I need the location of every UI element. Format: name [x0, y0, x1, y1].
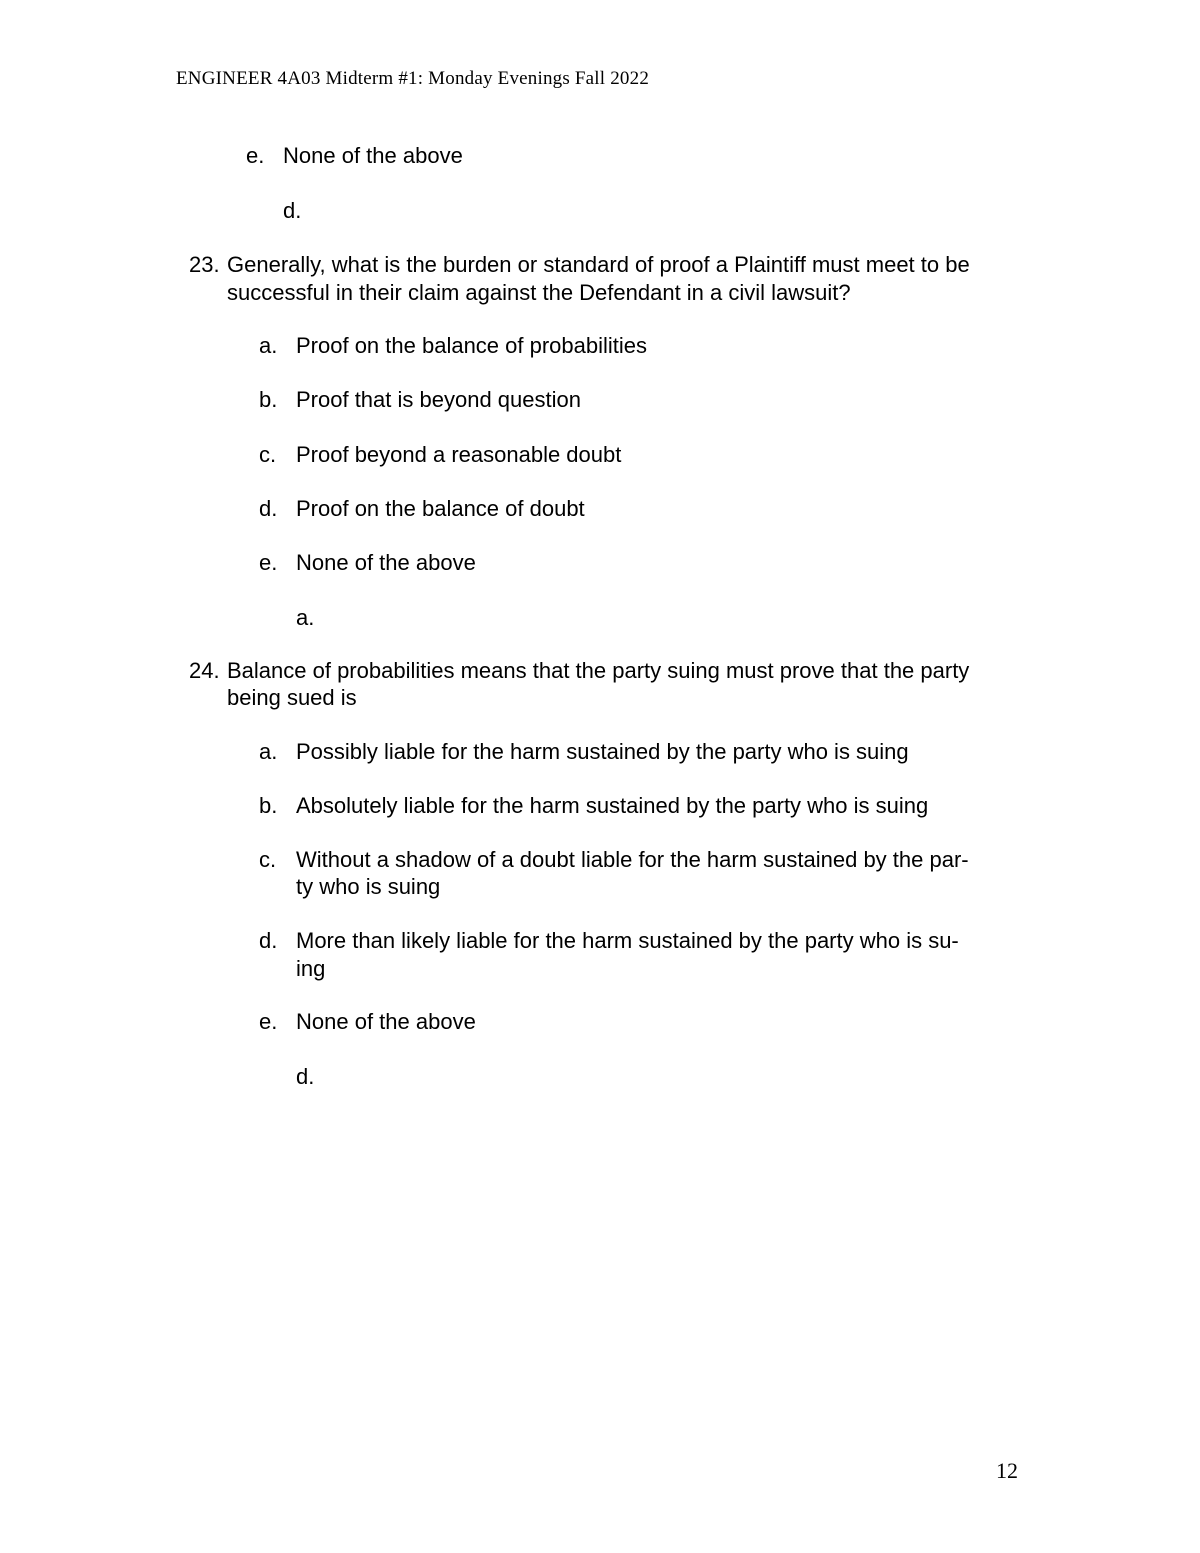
- q23-option-d-label: d.: [259, 496, 278, 521]
- q23-number: 23.: [189, 252, 220, 277]
- page-number: 12: [996, 1458, 1018, 1483]
- q24-option-d-text-line1: More than likely liable for the harm sustained by the party who is su-: [296, 928, 959, 953]
- q24-option-e-label: e.: [259, 1009, 278, 1034]
- q24-number: 24.: [189, 658, 220, 683]
- q23-option-c-label: c.: [259, 442, 277, 467]
- prev-option-e-label: e.: [246, 143, 265, 168]
- page-header: ENGINEER 4A03 Midterm #1: Monday Evenings Fall 2022: [176, 68, 650, 89]
- q24-answer: d.: [296, 1064, 315, 1089]
- q24-option-a-label: a.: [259, 739, 278, 764]
- q23-option-b-label: b.: [259, 387, 278, 412]
- q24-option-a-text: Possibly liable for the harm sustained by the party who is suing: [296, 739, 909, 764]
- q24-option-c-text-line2: ty who is suing: [296, 874, 441, 899]
- q24-option-d-label: d.: [259, 928, 278, 953]
- q23-option-b-text: Proof that is beyond question: [296, 387, 581, 412]
- q23-text-line2: successful in their claim against the Defendant in a civil lawsuit?: [227, 280, 851, 305]
- prev-answer: d.: [283, 198, 302, 223]
- q24-option-e-text: None of the above: [296, 1009, 476, 1034]
- q24-option-c-label: c.: [259, 847, 277, 872]
- q23-option-e-label: e.: [259, 550, 278, 575]
- q24-option-d-text-line2: ing: [296, 956, 326, 981]
- q23-option-a-label: a.: [259, 333, 278, 358]
- q24-text-line2: being sued is: [227, 685, 357, 710]
- q23-option-e-text: None of the above: [296, 550, 476, 575]
- prev-option-e-text: None of the above: [283, 143, 463, 168]
- q23-answer: a.: [296, 605, 315, 630]
- q23-option-c-text: Proof beyond a reasonable doubt: [296, 442, 622, 467]
- q24-option-c-text-line1: Without a shadow of a doubt liable for the harm sustained by the par-: [296, 847, 969, 872]
- q23-option-a-text: Proof on the balance of probabilities: [296, 333, 648, 358]
- q23-text-line1: Generally, what is the burden or standard of proof a Plaintiff must meet to be: [227, 252, 970, 277]
- q23-option-d-text: Proof on the balance of doubt: [296, 496, 585, 521]
- q24-option-b-label: b.: [259, 793, 278, 818]
- q24-text-line1: Balance of probabilities means that the party suing must prove that the party: [227, 658, 970, 683]
- q24-option-b-text: Absolutely liable for the harm sustained by the party who is suing: [296, 793, 929, 818]
